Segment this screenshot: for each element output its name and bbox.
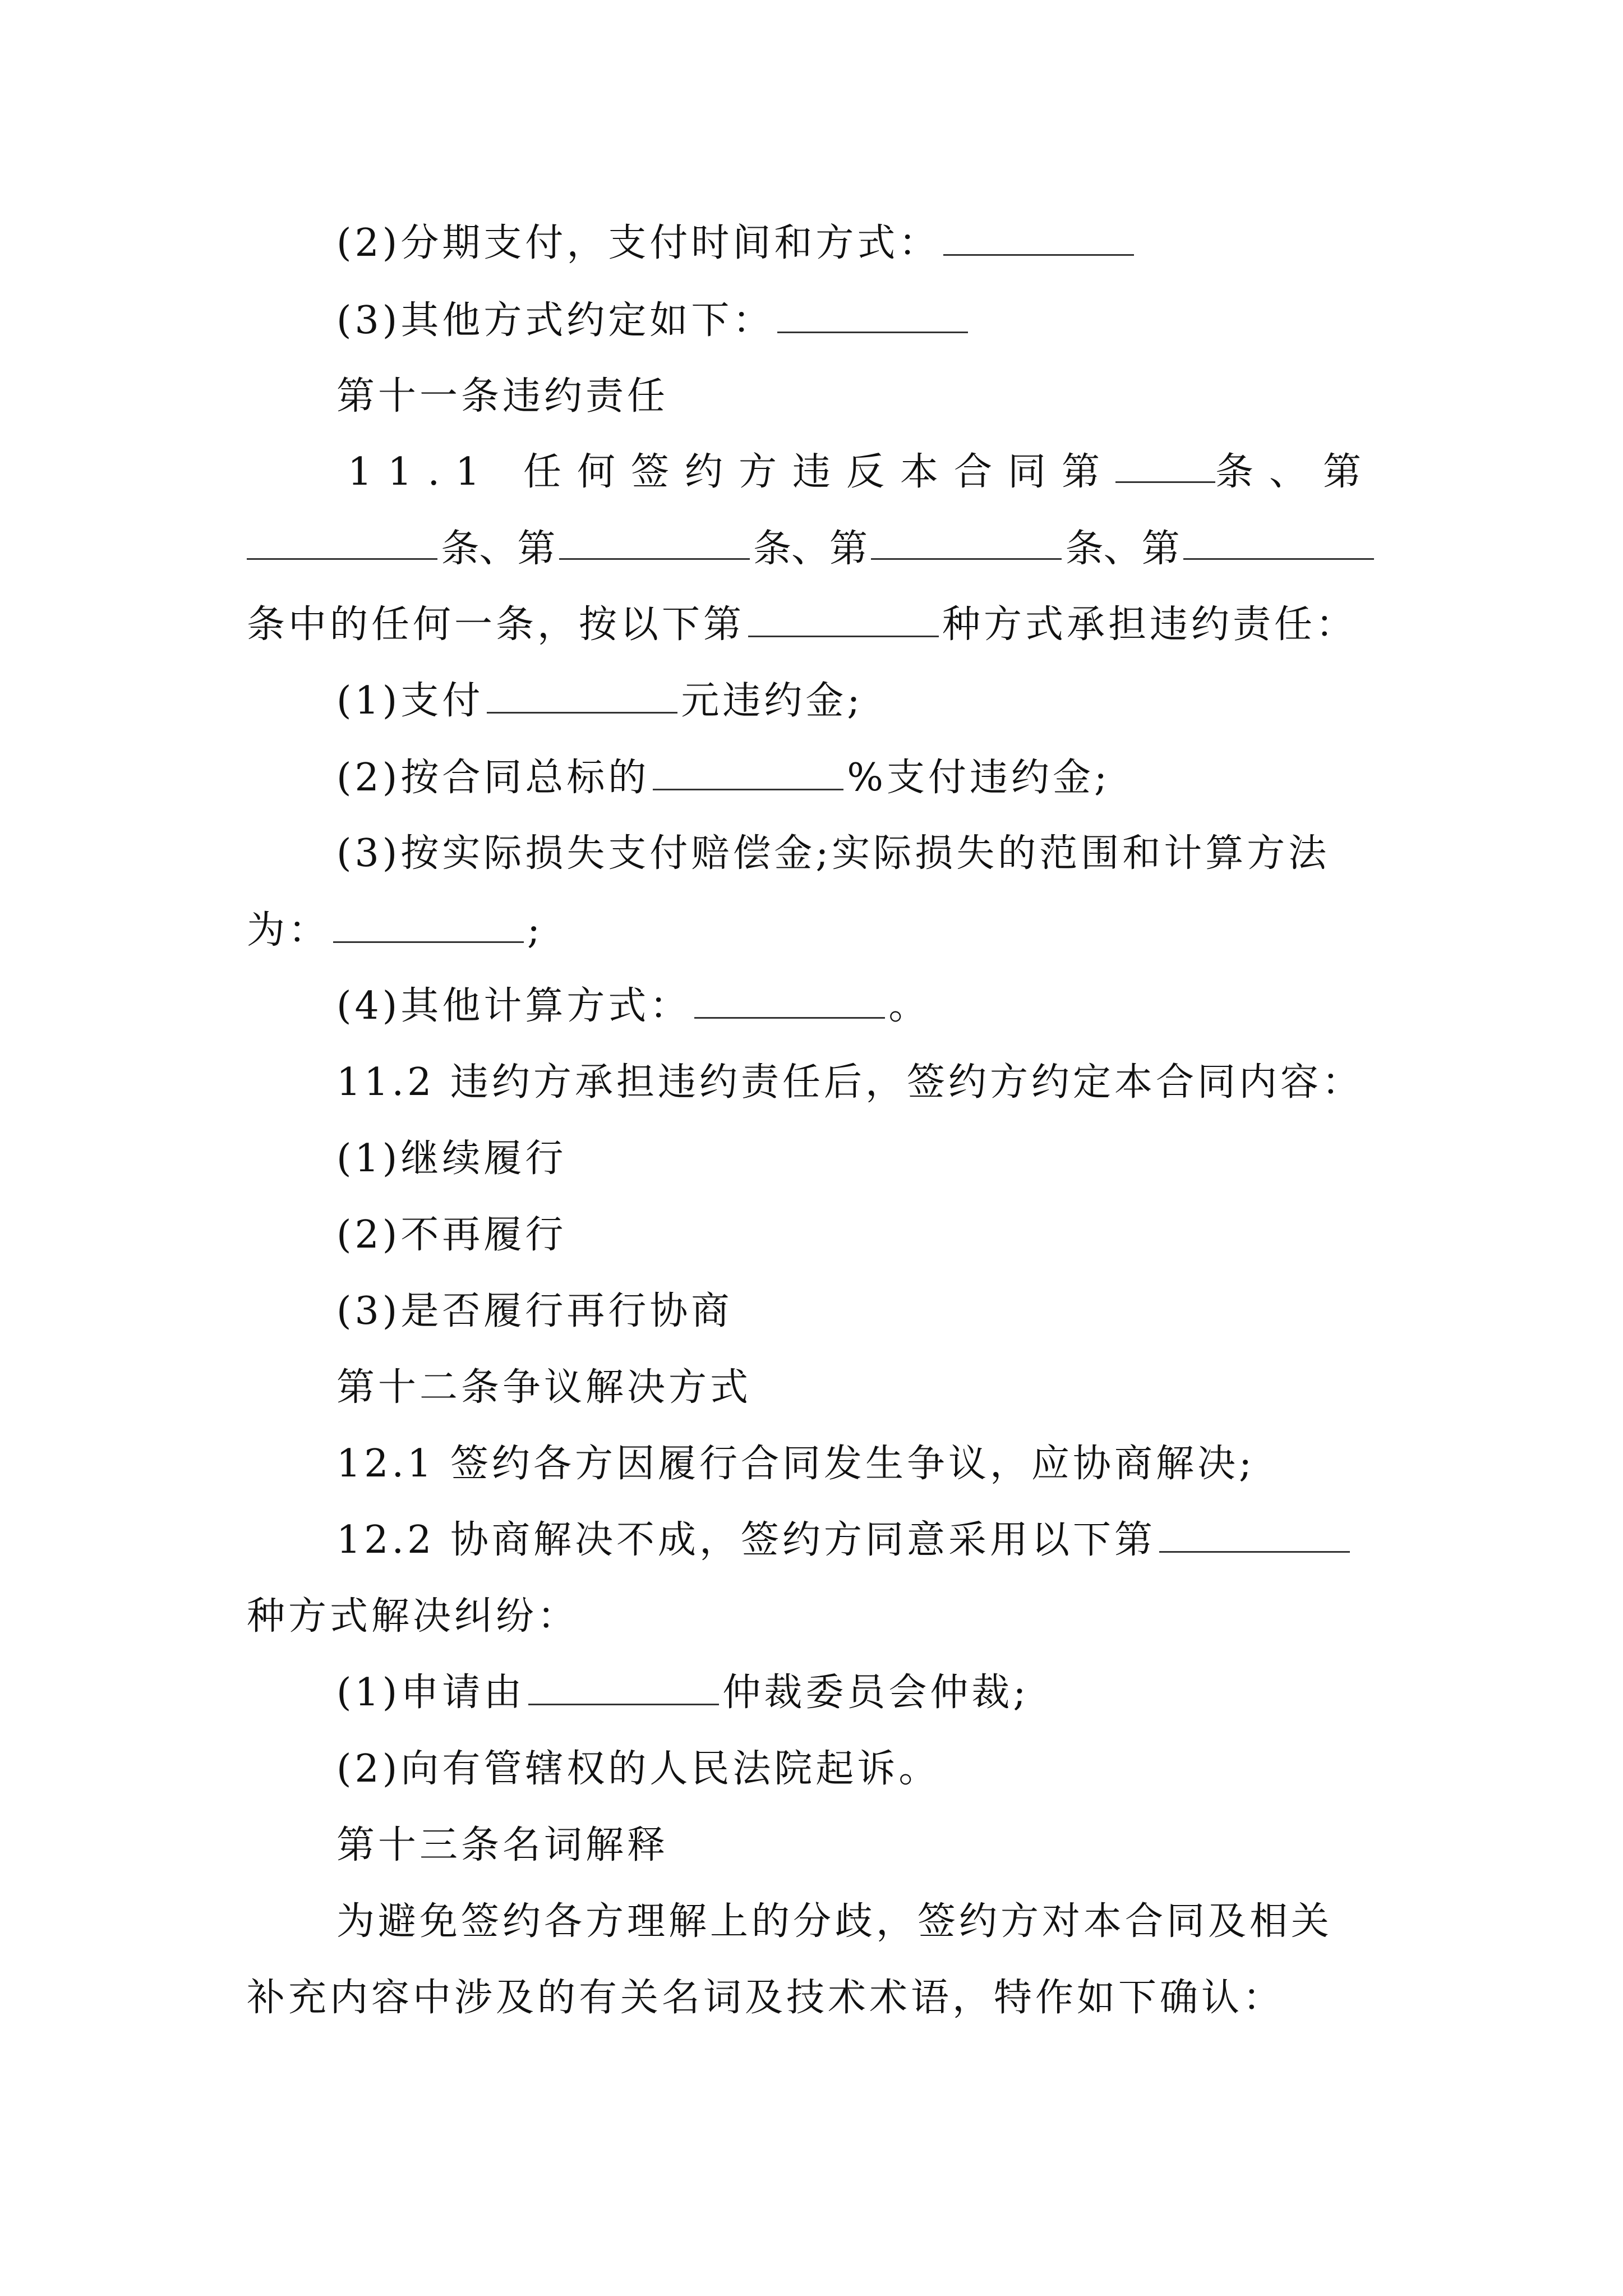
text: 为避免签约各方理解上的分歧，签约方对本合同及相关 [336,1899,1333,1944]
heading-text: 第十一条违约责任 [336,374,669,418]
option-court [336,1746,940,1793]
article-12-heading [336,1364,751,1411]
blank-field[interactable] [694,984,885,1019]
blank-field[interactable] [1159,1519,1350,1553]
clause-11-2 [336,1059,1363,1106]
text: ; [527,908,543,953]
blank-field[interactable] [777,299,968,333]
text: %支付违约金; [847,756,1110,800]
blank-field[interactable] [559,526,750,560]
blank-field[interactable] [748,603,939,637]
option-continue [336,1135,566,1182]
article-13-body-line1 [336,1898,1332,1945]
article-13-body-line2 [247,1975,1284,2022]
text: 元违约金; [681,679,864,723]
text: (1)支付 [336,679,484,723]
article-11-heading [336,373,668,420]
text: (3)其他方式约定如下： [336,298,774,343]
text: 条中的任何一条，按以下第 [247,602,745,647]
text: 条、第 [753,527,868,571]
text: (2)向有管辖权的人民法院起诉。 [336,1747,940,1791]
text: 。 [888,984,930,1028]
text: (4)其他计算方式： [336,984,691,1028]
text: (3)按实际损失支付赔偿金;实际损失的范围和计算方法 [336,831,1330,876]
heading-text: 第十二条争议解决方式 [336,1365,752,1410]
text: 12.2 协商解决不成，签约方同意采用以下第 [336,1518,1156,1562]
article-13-heading [336,1822,668,1869]
blank-field[interactable] [487,679,677,714]
text: 为： [247,908,330,953]
clause-11-1-line2 [247,526,1374,573]
option-4-other [336,983,930,1030]
clause-11-1-line1 [348,449,1377,496]
text: 条、第 [441,527,556,571]
option-negotiate [336,1288,732,1335]
option-1-penalty [336,678,863,725]
blank-field[interactable] [871,526,1062,560]
blank-field[interactable] [653,756,843,790]
option-terminate [336,1212,566,1259]
clause-other-payment [336,297,971,344]
blank-field[interactable] [528,1671,719,1705]
blank-field[interactable] [333,909,524,943]
text: 11.1 任何签约方违反本合同第 [348,450,1116,494]
text: (2)按合同总标的 [336,756,650,800]
text: (1)申请由 [336,1671,525,1715]
text: (3)是否履行再行协商 [336,1289,733,1333]
text: (2)不再履行 [336,1213,567,1257]
text: 条、第 [1215,450,1377,494]
option-arbitration [336,1669,1029,1717]
text: 种方式承担违约责任： [942,602,1358,647]
blank-field[interactable] [943,222,1134,256]
blank-field[interactable] [1115,449,1215,483]
text: (1)继续履行 [336,1137,567,1181]
clause-12-1 [336,1441,1255,1488]
text: 种方式解决纠纷： [247,1594,579,1639]
text: 11.2 违约方承担违约责任后，签约方约定本合同内容： [336,1060,1364,1105]
blank-field[interactable] [247,526,437,560]
option-3-method [247,907,543,954]
option-3-actual-loss [336,830,1330,877]
clause-12-2-line1 [336,1517,1353,1564]
clause-11-1-line3 [247,601,1357,648]
text: 条、第 [1065,527,1180,571]
text: (2)分期支付，支付时间和方式： [336,221,940,265]
clause-installment-payment [336,220,1137,267]
text: 补充内容中涉及的有关名词及技术术语，特作如下确认： [247,1976,1285,2020]
heading-text: 第十三条名词解释 [336,1823,669,1867]
text: 12.1 签约各方因履行合同发生争议，应协商解决; [336,1442,1255,1486]
blank-field[interactable] [1183,526,1374,560]
text: 仲裁委员会仲裁; [722,1671,1030,1715]
clause-12-2-line2 [247,1593,579,1640]
option-2-percent [336,754,1110,802]
